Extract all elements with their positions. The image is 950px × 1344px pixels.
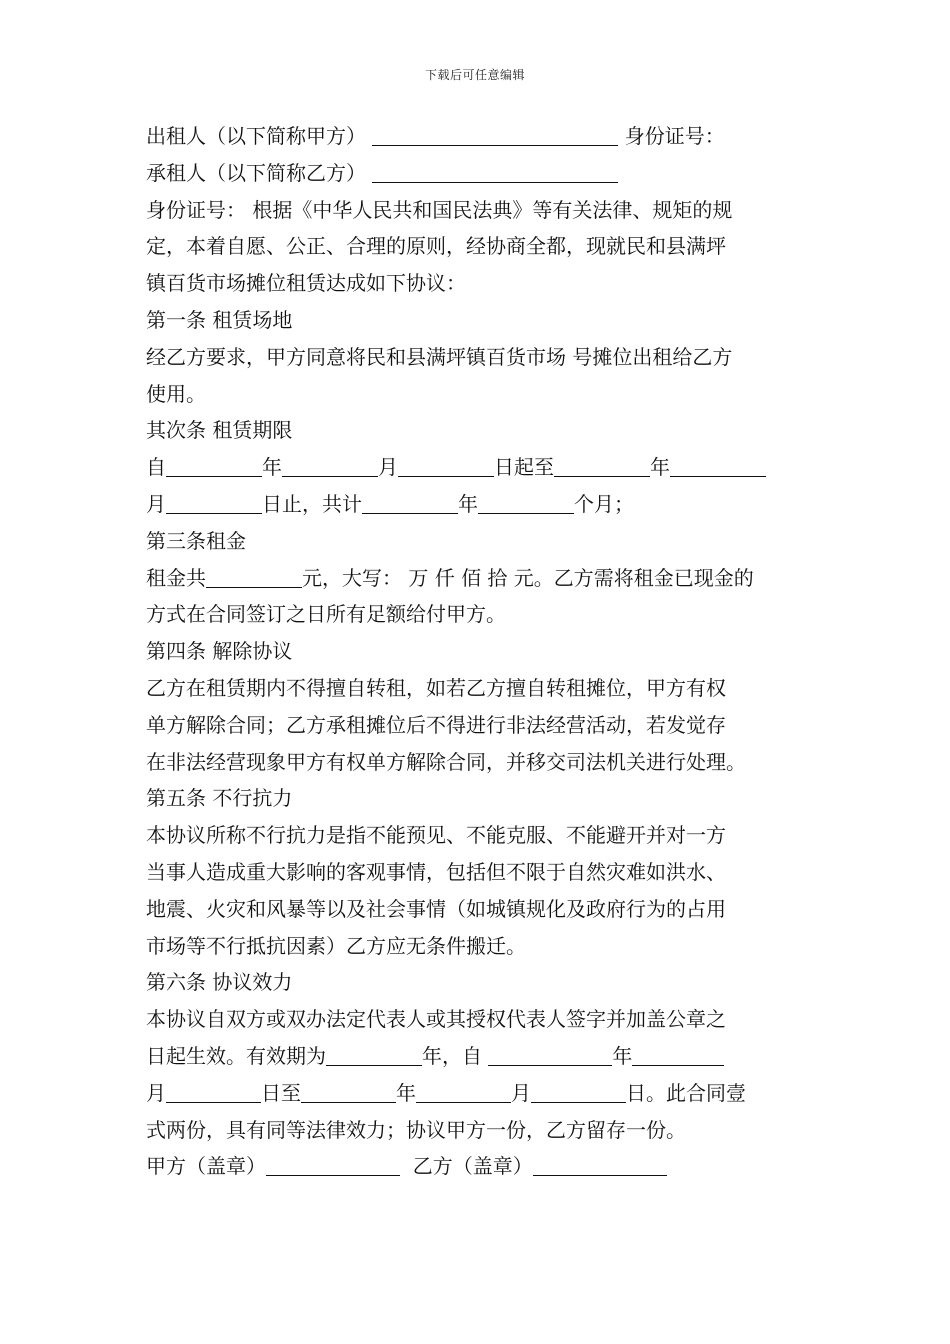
article-5-heading: 第五条 不行抗力 [146, 786, 293, 811]
signature-line [146, 1148, 810, 1185]
article-2-line-1 [146, 449, 810, 486]
year-label: 年 [650, 455, 670, 480]
rent-label: 租金共 [146, 565, 206, 590]
lessor-line [146, 118, 810, 155]
article-6-line-1: 本协议自双方或双办法定代表人或其授权代表人签字并加盖公章之 [146, 1007, 726, 1032]
year-label: 年 [262, 455, 282, 480]
start-month-blank[interactable] [282, 456, 378, 477]
article-4-line-1: 乙方在租赁期内不得擅自转租，如若乙方擅自转租摊位，甲方有权 [146, 675, 726, 700]
total-years-blank[interactable] [362, 493, 458, 514]
effective-year-blank[interactable] [488, 1045, 612, 1066]
from-label: 自 [146, 455, 166, 480]
article-4-heading: 第四条 解除协议 [146, 639, 293, 664]
article-6-line-4: 式两份，具有同等法律效力；协议甲方一份，乙方留存一份。 [146, 1117, 686, 1142]
validity-label: 日起生效。有效期为 [146, 1043, 326, 1068]
lessor-id-label: 身份证号： [624, 124, 725, 148]
copies-text: 日。此合同壹 [626, 1080, 746, 1105]
preamble-line-2: 定，本着自愿、公正、合理的原则，经协商全都，现就民和县满坪 [146, 234, 726, 259]
month-label: 月 [378, 455, 398, 480]
header-note: 下载后可任意编辑 [424, 68, 525, 82]
day-total-label: 日止，共计 [262, 491, 362, 516]
total-months-blank[interactable] [478, 493, 574, 514]
day-to-label: 日至 [261, 1080, 301, 1105]
month-label: 月 [146, 491, 166, 516]
month-label: 月 [511, 1080, 531, 1105]
rent-text: 元，大写： 万 仟 佰 拾 元。乙方需将租金已现金的 [302, 565, 754, 590]
validity-years-blank[interactable] [326, 1045, 422, 1066]
end-month-blank[interactable] [670, 456, 766, 477]
end-year-blank[interactable] [554, 456, 650, 477]
article-3-heading: 第三条租金 [146, 528, 246, 553]
months-label: 个月； [574, 491, 634, 516]
article-4-line-2: 单方解除合同；乙方承租摊位后不得进行非法经营活动，若发觉存 [146, 712, 726, 737]
article-4-line-3: 在非法经营现象甲方有权单方解除合同，并移交司法机关进行处理。 [146, 749, 746, 774]
lessee-line [146, 155, 810, 192]
article-1-heading: 第一条 租赁场地 [146, 307, 293, 332]
year-from-label: 年，自 [422, 1043, 482, 1068]
article-5-line-2: 当事人造成重大影响的客观事情，包括但不限于自然灾难如洪水、 [146, 859, 726, 884]
article-6-heading: 第六条 协议效力 [146, 970, 293, 995]
year-label: 年 [612, 1043, 633, 1068]
article-1-line-2: 使用。 [146, 381, 206, 406]
article-6-line-2 [146, 1038, 810, 1075]
year-label: 年 [458, 491, 478, 516]
start-year-blank[interactable] [166, 456, 262, 477]
party-a-seal-blank[interactable] [266, 1155, 400, 1176]
lessee-label: 承租人（以下简称乙方） [146, 160, 366, 185]
expiry-day-blank[interactable] [531, 1082, 626, 1103]
article-3-line-1 [146, 560, 810, 597]
article-3-line-2: 方式在合同签订之日所有足额给付甲方。 [146, 602, 506, 627]
preamble-line-1: 身份证号： 根据《中华人民共和国民法典》等有关法律、规矩的规 [146, 197, 733, 222]
day-from-to-label: 日起至 [494, 455, 554, 480]
expiry-year-blank[interactable] [301, 1082, 396, 1103]
lessor-label: 出租人（以下简称甲方） [146, 124, 366, 148]
article-2-heading: 其次条 租赁期限 [146, 418, 293, 443]
article-5-line-3: 地震、火灾和风暴等以及社会事情（如城镇规化及政府行为的占用 [146, 896, 726, 921]
rent-amount-blank[interactable] [206, 567, 302, 588]
start-day-blank[interactable] [398, 456, 494, 477]
preamble-line-3: 镇百货市场摊位租赁达成如下协议： [146, 271, 466, 296]
expiry-month-blank[interactable] [416, 1082, 511, 1103]
effective-month-blank[interactable] [632, 1045, 724, 1066]
effective-day-blank[interactable] [166, 1082, 261, 1103]
end-day-blank[interactable] [166, 493, 262, 514]
year-label: 年 [396, 1080, 416, 1105]
party-b-seal-blank[interactable] [533, 1155, 667, 1176]
article-6-line-3 [146, 1075, 810, 1112]
lessee-name-blank[interactable] [372, 162, 618, 183]
party-a-seal-label: 甲方（盖章） [146, 1154, 266, 1179]
article-5-line-1: 本协议所称不行抗力是指不能预见、不能克服、不能避开并对一方 [146, 823, 726, 848]
contract-body [146, 118, 810, 1185]
article-2-line-2 [146, 486, 810, 523]
month-label: 月 [146, 1080, 166, 1105]
article-5-line-4: 市场等不行抵抗因素）乙方应无条件搬迁。 [146, 933, 526, 958]
lessor-name-blank[interactable] [372, 125, 618, 146]
party-b-seal-label: 乙方（盖章） [412, 1154, 533, 1179]
article-1-line-1: 经乙方要求，甲方同意将民和县满坪镇百货市场 号摊位出租给乙方 [146, 344, 733, 369]
